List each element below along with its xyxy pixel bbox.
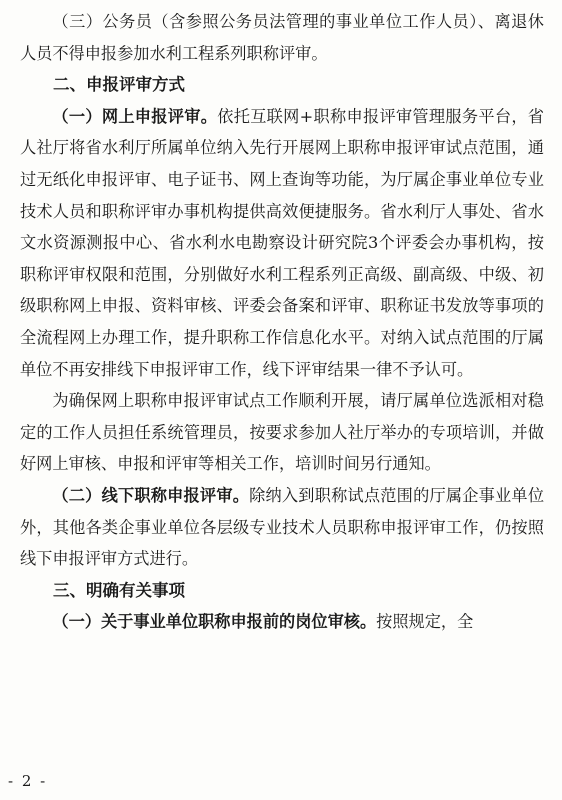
paragraph-online-review bbox=[20, 101, 544, 385]
paragraph-lead: （一）网上申报评审。 bbox=[52, 106, 218, 126]
paragraph-lead: （二）线下职称申报评审。 bbox=[52, 485, 250, 505]
paragraph-text: 依托互联网+职称申报评审管理服务平台，省人社厅将省水利厅所属单位纳入先行开展网上职称申报评审试点范围，通过无纸化申报评审、电子证书、网上查询等功能，为厅属企事业单位专业技术人员和职称评审办事机构提供高效便捷服务。省水利厅人事处、省水文水资源测报中心、省水利水电勘察设计研究院3个评委会办事机构，按职称评审权限和范围，分别做好水利工程系列正高级、副高级、中级、初级职称网上申报、资料审核、评委会备案和评审、职称证书发放等事项的全流程网上办理工作，提升职称工作信息化水平。对纳入试点范围的厅属单位不再安排线下申报评审工作，线下评审结果一律不予认可。 bbox=[20, 106, 544, 379]
heading-related-matters: 三、明确有关事项 bbox=[53, 580, 185, 600]
paragraph-text: 除纳入到职称试点范围的厅属企事业单位外，其他各类企事业单位各层级专业技术人员职称申报评审工作，仍按照线下申报评审方式进行。 bbox=[20, 485, 545, 569]
paragraph-system-admin bbox=[20, 385, 544, 480]
paragraph-text: 按照规定，全 bbox=[376, 612, 474, 632]
paragraph-text: （三）公务员（含参照公务员法管理的事业单位工作人员）、离退休人员不得申报参加水利工程系列职称评审。 bbox=[20, 12, 544, 63]
paragraph-text: 为确保网上职称申报评审试点工作顺利开展，请厅属单位选派相对稳定的工作人员担任系统管理员，按要求参加人社厅举办的专项培训，并做好网上审核、申报和评审等相关工作，培训时间另行通知。 bbox=[20, 391, 544, 474]
heading-application-method: 二、申报评审方式 bbox=[53, 75, 185, 95]
page-number: - 2 - bbox=[8, 772, 48, 790]
paragraph-lead: （一）关于事业单位职称申报前的岗位审核。 bbox=[52, 612, 377, 632]
paragraph-post-audit bbox=[20, 606, 544, 638]
paragraph-civil-servants bbox=[20, 6, 544, 69]
paragraph-offline-review bbox=[20, 480, 544, 575]
